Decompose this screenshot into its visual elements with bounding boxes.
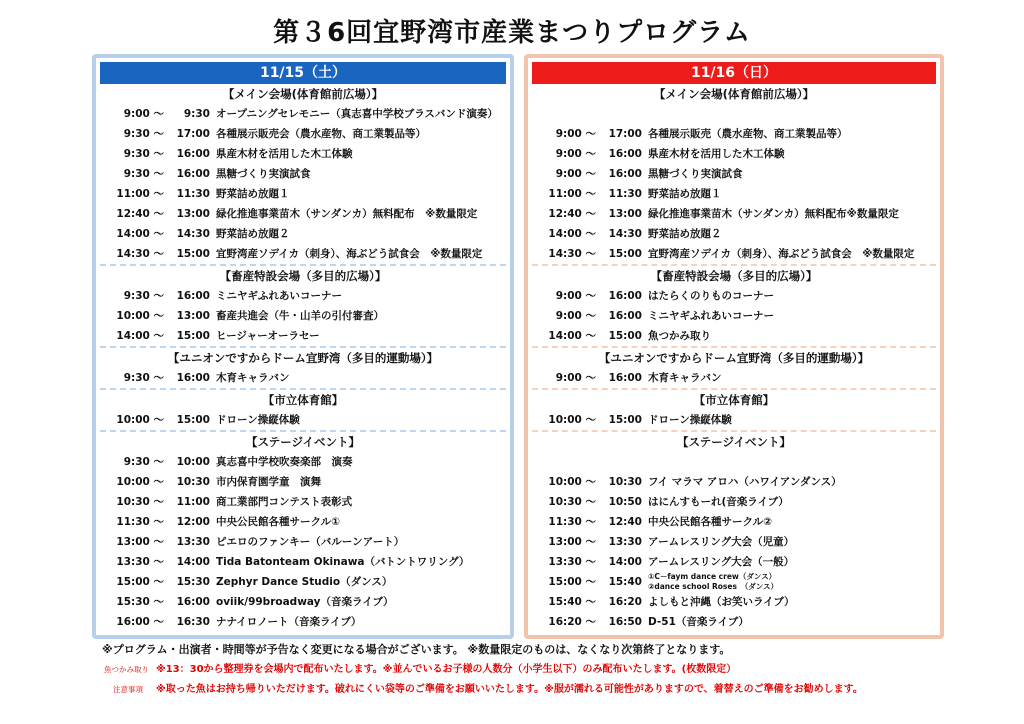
start-time: 11:00 ～ bbox=[548, 188, 596, 200]
end-time: 10:50 bbox=[608, 496, 642, 508]
blank-row bbox=[532, 104, 936, 124]
event-activity: アームレスリング大会（児童） bbox=[648, 536, 795, 548]
event-activity: 真志喜中学校吹奏楽部 演奏 bbox=[216, 456, 353, 468]
schedule-section bbox=[96, 84, 510, 264]
start-time: 14:00 ～ bbox=[548, 330, 596, 342]
end-time: 16:20 bbox=[608, 596, 642, 608]
end-time: 17:00 bbox=[608, 128, 642, 140]
event-activity: 黒糖づくり実演試食 bbox=[216, 168, 311, 180]
event-row bbox=[100, 368, 506, 388]
event-activity: 中央公民館各種サークル① bbox=[216, 516, 341, 528]
event-row bbox=[532, 326, 936, 346]
start-time: 13:00 ～ bbox=[548, 536, 596, 548]
event-activity: ドローン操縦体験 bbox=[648, 414, 732, 426]
event-row bbox=[100, 144, 506, 164]
schedule-section bbox=[528, 390, 940, 430]
start-time: 9:30 ～ bbox=[123, 456, 164, 468]
event-activity: 各種展示販売会（農水産物、商工業製品等） bbox=[216, 128, 426, 140]
end-time: 11:30 bbox=[608, 188, 642, 200]
end-time: 15:30 bbox=[176, 576, 210, 588]
schedule-section bbox=[528, 348, 940, 388]
start-time: 15:40 ～ bbox=[548, 596, 596, 608]
event-row bbox=[100, 532, 506, 552]
event-row bbox=[532, 612, 936, 632]
event-activity: 宜野湾産ソデイカ（刺身）、海ぶどう試食会 ※数量限定 bbox=[216, 248, 483, 260]
event-row bbox=[100, 492, 506, 512]
event-activity: 緑化推進事業苗木（サンダンカ）無料配布 ※数量限定 bbox=[216, 208, 478, 220]
event-row bbox=[532, 532, 936, 552]
event-row bbox=[100, 410, 506, 430]
event-row bbox=[100, 184, 506, 204]
start-time: 10:00 ～ bbox=[548, 414, 596, 426]
event-activity: Tida Batonteam Okinawa（バトントワリング） bbox=[216, 556, 470, 568]
event-activity: 中央公民館各種サークル② bbox=[648, 516, 773, 528]
day-panel-sunday bbox=[524, 54, 944, 639]
event-row bbox=[532, 552, 936, 572]
section-title: 【ステージイベント】 bbox=[246, 435, 360, 449]
event-activity: ①C－faym dance crew（ダンス） ②dance school Roses （ダンス） bbox=[648, 572, 779, 591]
end-time: 13:00 bbox=[176, 310, 210, 322]
end-time: 13:30 bbox=[176, 536, 210, 548]
end-time: 14:30 bbox=[176, 228, 210, 240]
event-activity: フイ マラマ アロハ（ハワイアンダンス） bbox=[648, 476, 842, 488]
day-header: 11/15（土） bbox=[100, 62, 506, 84]
event-activity: はにんすもーれ(音楽ライブ） bbox=[648, 496, 789, 508]
event-activity: オープニングセレモニー（真志喜中学校ブラスバンド演奏） bbox=[216, 108, 498, 120]
event-activity: ピエロのファンキー（バルーンアート） bbox=[216, 536, 405, 548]
end-time: 15:40 bbox=[608, 576, 642, 588]
event-row bbox=[532, 368, 936, 388]
fish-note-2: ※取った魚はお持ち帰りいただけます。破れにくい袋等のご準備をお願いいたします。※服が濡れる可能性がありますので、着替えのご準備をお勧めします。 bbox=[156, 684, 863, 695]
end-time: 15:00 bbox=[608, 248, 642, 260]
end-time: 12:00 bbox=[176, 516, 210, 528]
end-time: 16:00 bbox=[176, 596, 210, 608]
event-activity: 黒糖づくり実演試食 bbox=[648, 168, 743, 180]
start-time: 10:00 ～ bbox=[548, 476, 596, 488]
section-title: 【ステージイベント】 bbox=[677, 435, 791, 449]
event-activity: 各種展示販売（農水産物、商工業製品等） bbox=[648, 128, 848, 140]
event-activity: 木育キャラバン bbox=[216, 372, 290, 384]
event-row bbox=[532, 204, 936, 224]
event-activity: よしもと沖縄（お笑いライブ） bbox=[648, 596, 795, 608]
event-row bbox=[100, 472, 506, 492]
event-activity: 畜産共進会（牛・山羊の引付審査） bbox=[216, 310, 384, 322]
schedule-section bbox=[96, 432, 510, 632]
blank-row bbox=[532, 452, 936, 472]
start-time: 10:30 ～ bbox=[548, 496, 596, 508]
event-row bbox=[100, 326, 506, 346]
event-row bbox=[100, 104, 506, 124]
start-time: 10:30 ～ bbox=[116, 496, 164, 508]
event-row bbox=[532, 512, 936, 532]
start-time: 12:40 ～ bbox=[548, 208, 596, 220]
start-time: 9:30 ～ bbox=[123, 290, 164, 302]
start-time: 14:30 ～ bbox=[116, 248, 164, 260]
section-title: 【メイン会場(体育館前広場）】 bbox=[222, 87, 384, 101]
event-row bbox=[532, 184, 936, 204]
end-time: 16:00 bbox=[176, 290, 210, 302]
event-activity: 緑化推進事業苗木（サンダンカ）無料配布※数量限定 bbox=[648, 208, 899, 220]
start-time: 15:00 ～ bbox=[116, 576, 164, 588]
start-time: 13:30 ～ bbox=[116, 556, 164, 568]
event-row bbox=[532, 224, 936, 244]
event-row bbox=[100, 224, 506, 244]
event-row bbox=[532, 410, 936, 430]
event-activity: 野菜詰め放題２ bbox=[216, 228, 290, 240]
end-time: 16:50 bbox=[608, 616, 642, 628]
event-activity: はたらくのりものコーナー bbox=[648, 290, 774, 302]
event-row bbox=[100, 244, 506, 264]
start-time: 10:00 ～ bbox=[116, 414, 164, 426]
end-time: 14:00 bbox=[176, 556, 210, 568]
start-time: 15:00 ～ bbox=[548, 576, 596, 588]
schedule-section bbox=[528, 266, 940, 346]
event-row bbox=[100, 592, 506, 612]
end-time: 15:00 bbox=[608, 414, 642, 426]
end-time: 13:30 bbox=[608, 536, 642, 548]
event-activity: 宜野湾産ソデイカ（刺身）、海ぶどう試食会 ※数量限定 bbox=[648, 248, 915, 260]
start-time: 9:00 ～ bbox=[123, 108, 164, 120]
day-header: 11/16（日） bbox=[532, 62, 936, 84]
start-time: 11:30 ～ bbox=[116, 516, 164, 528]
start-time: 9:00 ～ bbox=[555, 372, 596, 384]
start-time: 9:30 ～ bbox=[123, 372, 164, 384]
start-time: 13:00 ～ bbox=[116, 536, 164, 548]
end-time: 9:30 bbox=[183, 108, 210, 120]
event-row bbox=[100, 306, 506, 326]
start-time: 9:00 ～ bbox=[555, 168, 596, 180]
end-time: 16:00 bbox=[176, 148, 210, 160]
event-row bbox=[532, 572, 936, 592]
start-time: 9:30 ～ bbox=[123, 148, 164, 160]
start-time: 9:00 ～ bbox=[555, 290, 596, 302]
start-time: 11:00 ～ bbox=[116, 188, 164, 200]
event-activity: 商工業部門コンテスト表彰式 bbox=[216, 496, 353, 508]
end-time: 16:00 bbox=[176, 168, 210, 180]
start-time: 9:30 ～ bbox=[123, 168, 164, 180]
schedule-section bbox=[96, 390, 510, 430]
end-time: 16:00 bbox=[176, 372, 210, 384]
end-time: 13:00 bbox=[608, 208, 642, 220]
general-note: ※プログラム・出演者・時間等が予告なく変更になる場合がございます。 ※数量限定のものは、なくなり次第終了となります。 bbox=[102, 643, 731, 656]
event-activity: ドローン操縦体験 bbox=[216, 414, 300, 426]
end-time: 11:00 bbox=[176, 496, 210, 508]
end-time: 15:00 bbox=[176, 330, 210, 342]
end-time: 10:30 bbox=[608, 476, 642, 488]
start-time: 9:00 ～ bbox=[555, 128, 596, 140]
end-time: 15:00 bbox=[608, 330, 642, 342]
event-row bbox=[100, 452, 506, 472]
end-time: 12:40 bbox=[608, 516, 642, 528]
end-time: 16:00 bbox=[608, 290, 642, 302]
event-row bbox=[532, 592, 936, 612]
event-row bbox=[532, 144, 936, 164]
start-time: 16:20 ～ bbox=[548, 616, 596, 628]
event-activity: 市内保育園学童 演舞 bbox=[216, 476, 321, 488]
section-title: 【メイン会場(体育館前広場）】 bbox=[653, 87, 815, 101]
event-activity: ミニヤギふれあいコーナー bbox=[648, 310, 774, 322]
end-time: 16:00 bbox=[608, 372, 642, 384]
start-time: 9:00 ～ bbox=[555, 310, 596, 322]
event-activity: ナナイロノート（音楽ライブ） bbox=[216, 616, 362, 628]
start-time: 14:00 ～ bbox=[116, 330, 164, 342]
event-row bbox=[532, 472, 936, 492]
section-title: 【市立体育館】 bbox=[262, 393, 344, 407]
end-time: 16:00 bbox=[608, 168, 642, 180]
start-time: 9:30 ～ bbox=[123, 128, 164, 140]
event-row bbox=[100, 572, 506, 592]
event-row bbox=[100, 286, 506, 306]
event-row bbox=[100, 612, 506, 632]
event-row bbox=[532, 164, 936, 184]
day-panel-saturday bbox=[92, 54, 514, 639]
start-time: 11:30 ～ bbox=[548, 516, 596, 528]
event-activity: 野菜詰め放題２ bbox=[648, 228, 722, 240]
schedule-section bbox=[528, 432, 940, 632]
end-time: 15:00 bbox=[176, 414, 210, 426]
event-row bbox=[100, 204, 506, 224]
end-time: 16:00 bbox=[608, 310, 642, 322]
end-time: 14:30 bbox=[608, 228, 642, 240]
event-activity: 県産木材を活用した木工体験 bbox=[216, 148, 353, 160]
section-title: 【市立体育館】 bbox=[693, 393, 775, 407]
event-row bbox=[100, 164, 506, 184]
schedule-section bbox=[528, 84, 940, 264]
page-title: 第３6回宜野湾市産業まつりプログラム bbox=[273, 18, 751, 48]
event-row bbox=[100, 124, 506, 144]
end-time: 17:00 bbox=[176, 128, 210, 140]
start-time: 12:40 ～ bbox=[116, 208, 164, 220]
end-time: 16:30 bbox=[176, 616, 210, 628]
end-time: 13:00 bbox=[176, 208, 210, 220]
end-time: 16:00 bbox=[608, 148, 642, 160]
event-activity: D-51（音楽ライブ） bbox=[648, 616, 749, 628]
end-time: 11:30 bbox=[176, 188, 210, 200]
event-activity: 木育キャラバン bbox=[648, 372, 722, 384]
end-time: 10:00 bbox=[176, 456, 210, 468]
start-time: 16:00 ～ bbox=[116, 616, 164, 628]
start-time: 9:00 ～ bbox=[555, 148, 596, 160]
fish-note-1: ※13：30から整理券を会場内で配布いたします。※並んでいるお子様の人数分（小学生以下）のみ配布いたします。(枚数限定） bbox=[156, 664, 737, 675]
start-time: 13:30 ～ bbox=[548, 556, 596, 568]
end-time: 10:30 bbox=[176, 476, 210, 488]
event-activity: 野菜詰め放題１ bbox=[216, 188, 290, 200]
end-time: 15:00 bbox=[176, 248, 210, 260]
event-activity: oviik/99broadway（音楽ライブ） bbox=[216, 596, 394, 608]
start-time: 14:00 ～ bbox=[548, 228, 596, 240]
event-activity: アームレスリング大会（一般） bbox=[648, 556, 795, 568]
event-row bbox=[532, 306, 936, 326]
note-label-caution: 注意事項 bbox=[113, 685, 143, 694]
section-title: 【ユニオンですからドーム宜野湾（多目的運動場）】 bbox=[598, 351, 870, 365]
section-title: 【畜産特設会場（多目的広場）】 bbox=[219, 269, 387, 283]
section-title: 【畜産特設会場（多目的広場）】 bbox=[650, 269, 818, 283]
event-row bbox=[100, 552, 506, 572]
schedule-section bbox=[96, 266, 510, 346]
event-row bbox=[532, 124, 936, 144]
event-activity: ヒージャーオーラセー bbox=[216, 330, 320, 342]
section-title: 【ユニオンですからドーム宜野湾（多目的運動場）】 bbox=[167, 351, 439, 365]
start-time: 14:00 ～ bbox=[116, 228, 164, 240]
start-time: 15:30 ～ bbox=[116, 596, 164, 608]
start-time: 10:00 ～ bbox=[116, 310, 164, 322]
event-activity: 県産木材を活用した木工体験 bbox=[648, 148, 785, 160]
event-activity: 野菜詰め放題１ bbox=[648, 188, 722, 200]
start-time: 10:00 ～ bbox=[116, 476, 164, 488]
note-label-fish: 魚つかみ取り bbox=[104, 665, 149, 674]
event-activity: ミニヤギふれあいコーナー bbox=[216, 290, 342, 302]
start-time: 14:30 ～ bbox=[548, 248, 596, 260]
event-row bbox=[532, 492, 936, 512]
event-activity: 魚つかみ取り bbox=[648, 330, 711, 342]
schedule-section bbox=[96, 348, 510, 388]
event-row bbox=[100, 512, 506, 532]
end-time: 14:00 bbox=[608, 556, 642, 568]
event-activity: Zephyr Dance Studio（ダンス） bbox=[216, 576, 393, 588]
event-row bbox=[532, 244, 936, 264]
event-row bbox=[532, 286, 936, 306]
